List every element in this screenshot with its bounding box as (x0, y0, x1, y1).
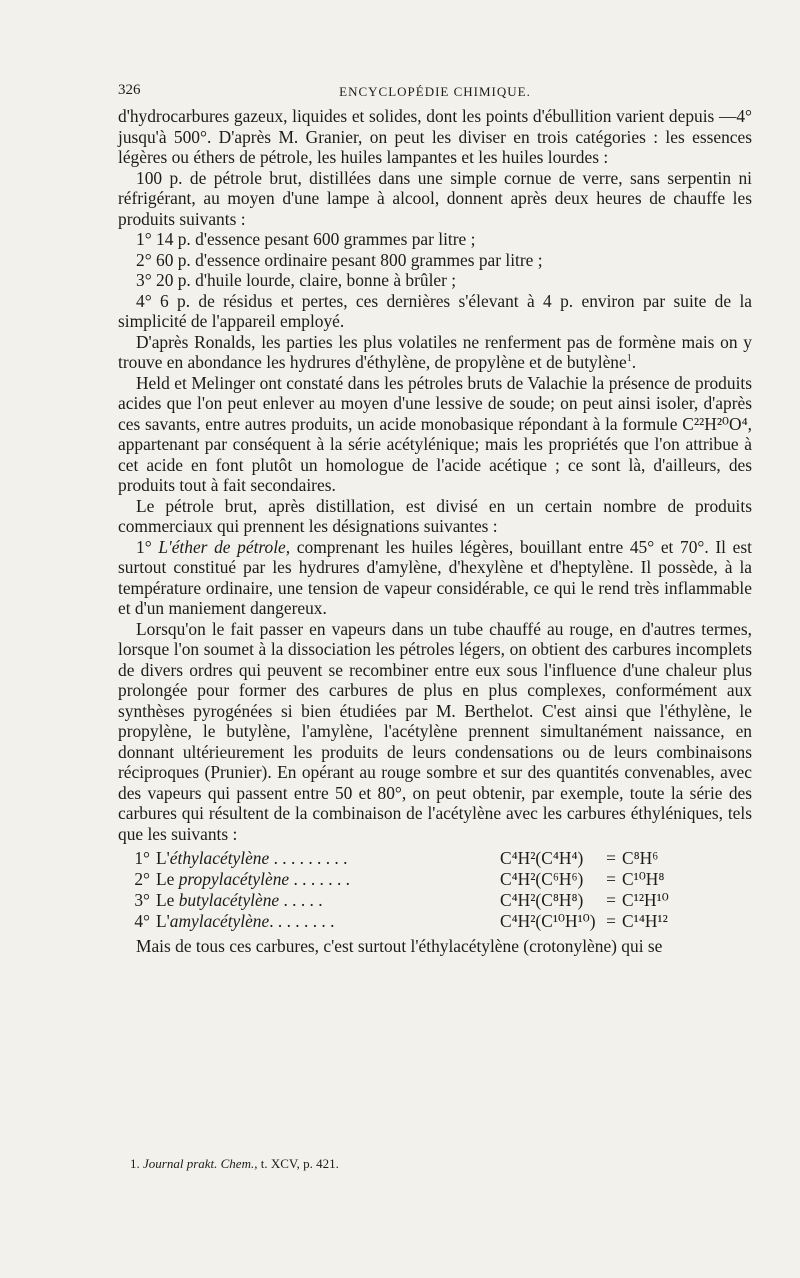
series-article: Le (156, 869, 179, 889)
paragraph: d'hydrocarbures gazeux, liquides et solides, dont les points d'ébullition varient depuis —4° jusqu'à 500°. D'après M. Granier, on peut les diviser en trois catégories : les essences légères ou éthers de pétrole, les huiles lampantes et les huiles lourdes : (118, 106, 752, 167)
paragraph: Le pétrole brut, après distillation, est divisé en un certain nombre de produits commerciaux qui prennent les désignations suivantes : (118, 495, 752, 536)
series-term: butylacétylène (178, 890, 280, 910)
list-item: 2° 60 p. d'essence ordinaire pesant 800 grammes par litre ; (136, 249, 543, 270)
series-row (118, 890, 752, 911)
series-name (156, 890, 500, 911)
paragraph-text: Held et Melinger ont constaté dans les pétroles bruts de Valachie la présence de produits acides que l'on peut enlever au moyen d'une lessive de soude; on peut ainsi isoler, d'après ces savants, entre autres produits, un acide monobasique répondant à la formule (118, 372, 752, 434)
series-number: 1° (134, 848, 150, 868)
carbide-series-list (118, 848, 752, 932)
series-formula: C⁴H²(C⁴H⁴) (500, 848, 584, 868)
series-result: C¹²H¹⁰ (622, 890, 669, 910)
equals-sign: = (606, 869, 616, 889)
paragraph-text: , appartenant par conséquent à la série acétylénique; mais les propriétés que l'on attribue à cet acide en font plutôt un homologue de l'acide acétique ; ce sont là, d'ailleurs, des produits tout à fait secondaires. (118, 413, 752, 495)
series-term: éthylacétylène (169, 848, 270, 868)
footnote-reference: 1 (626, 353, 632, 365)
series-term: propylacétylène (178, 869, 290, 889)
series-name (156, 911, 500, 932)
series-row (118, 869, 752, 890)
series-number: 4° (134, 911, 150, 931)
paragraph (118, 537, 752, 619)
series-number: 3° (134, 890, 150, 910)
paragraph: 100 p. de pétrole brut, distillées dans une simple cornue de verre, sans serpentin ni réfrigérant, au moyen d'une lampe à alcool, donnent après deux heures de chauffe les produits suivants : (118, 167, 752, 229)
series-number: 2° (134, 869, 150, 889)
leader-dots: . . . . . . . . . (269, 848, 348, 868)
footnote-journal: Journal prakt. Chem. (143, 1156, 255, 1171)
series-formula: C⁴H²(C⁸H⁸) (500, 890, 584, 910)
paragraph-text: D'après Ronalds, les parties les plus volatiles ne renferment pas de formène mais on y trouve en abondance les hydrures d'éthylène, de propylène et de butylène (118, 331, 752, 372)
series-name (156, 848, 500, 869)
series-row (118, 911, 752, 932)
running-title: ENCYCLOPÉDIE CHIMIQUE. (339, 84, 531, 99)
series-article: L' (156, 848, 170, 868)
leader-dots: . . . . . . . (289, 869, 350, 889)
list-item: 4° 6 p. de résidus et pertes, ces dernières s'élevant à 4 p. environ par suite de la simplicité de l'appareil employé. (118, 290, 752, 331)
paragraph: Lorsqu'on le fait passer en vapeurs dans un tube chauffé au rouge, en d'autres termes, lorsque l'on soumet à la dissociation les pétroles légers, on obtient des carbures incomplets de divers ordres qui peuvent se recombiner entre eux sous l'influence d'une chaleur plus prolongée pour former des carbures de plus en plus complexes, conformément aux synthèses pyrogénées si bien étudiées par M. Berthelot. C'est ainsi que l'éthylène, le propylène, le butylène, l'amylène, l'acétylène prennent simultanément naissance, en donnant ultérieurement les produits de leurs condensations ou de leurs combinaisons réciproques (Prunier). En opérant au rouge sombre et sur des quantités convenables, avec des vapeurs qui passent entre 50 et 80°, on peut obtenir, par exemple, toute la série des carbures qui résultent de la combinaison de l'acétylène avec les carbures éthyléniques, tels que les suivants : (118, 618, 752, 844)
paragraph: Mais de tous ces carbures, c'est surtout l'éthylacétylène (crotonylène) qui se (136, 936, 663, 956)
equals-sign: = (606, 848, 616, 868)
list-item: 3° 20 p. d'huile lourde, claire, bonne à brûler ; (136, 270, 457, 290)
footnote (130, 1156, 339, 1172)
series-formula: C⁴H²(C¹⁰H¹⁰) (500, 911, 596, 931)
list-item: 1° 14 p. d'essence pesant 600 grammes par litre ; (136, 229, 476, 249)
series-formula: C⁴H²(C⁶H⁶) (500, 869, 584, 889)
paragraph-text: comprenant les huiles légères, bouillant entre 45° et 70°. Il est surtout constitué par les hydrures d'amylène, d'hexylène et d'heptylène. Il possède, à la température ordinaire, une tension de vapeur considérable, ce qui le rend très inflammable et d'un maniement dangereux. (118, 536, 752, 618)
chemical-formula: C²²H²⁰O⁴ (682, 413, 748, 434)
series-term: amylacétylène (169, 911, 270, 931)
series-article: L' (156, 911, 170, 931)
leader-dots: . . . . . (279, 890, 323, 910)
series-name (156, 869, 500, 890)
page-header (118, 82, 752, 106)
series-article: Le (156, 890, 179, 910)
term: L'éther de pétrole, (158, 536, 291, 557)
footnote-citation: , t. XCV, p. 421. (254, 1156, 339, 1171)
equals-sign: = (606, 911, 616, 931)
series-result: C¹⁰H⁸ (622, 869, 665, 889)
paragraph (118, 332, 752, 373)
series-result: C⁸H⁶ (622, 848, 659, 868)
footnote-number: 1. (130, 1156, 140, 1171)
item-number: 1° (136, 536, 159, 557)
series-row (118, 848, 752, 869)
paragraph-text: . (631, 352, 637, 372)
equals-sign: = (606, 890, 616, 910)
series-result: C¹⁴H¹² (622, 911, 668, 931)
leader-dots: . . . . . . . . (269, 911, 335, 931)
paragraph (118, 373, 752, 496)
page-number: 326 (118, 82, 141, 98)
body-text (118, 106, 752, 957)
